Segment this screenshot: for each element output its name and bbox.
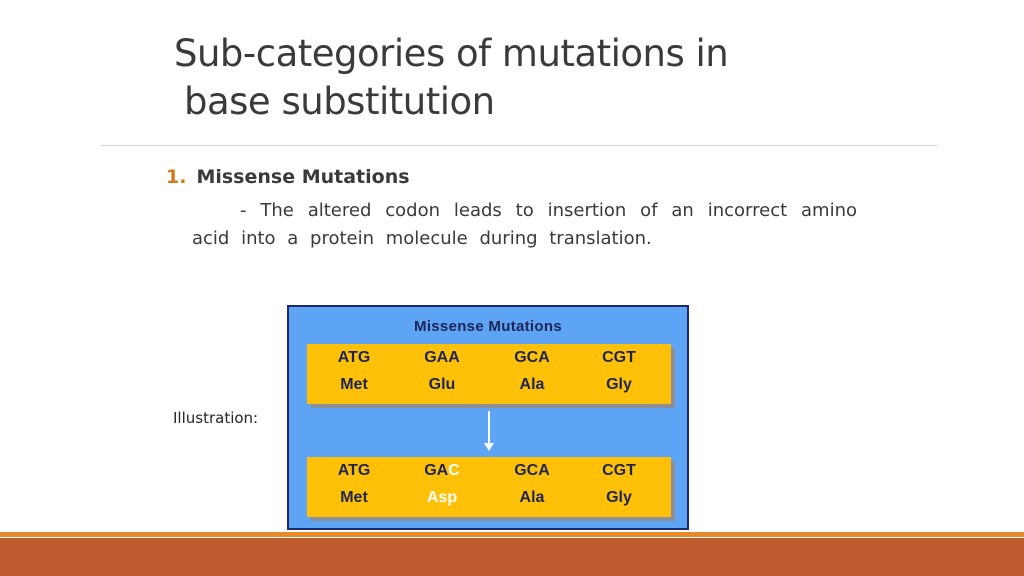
missense-figure — [287, 305, 689, 530]
original-amino-acid-row — [307, 376, 671, 400]
footer-band — [0, 538, 1024, 576]
figure-title: Missense Mutations — [414, 318, 562, 335]
slide-title-line2: base substitution — [184, 80, 495, 123]
codon-unchanged-bases: GA — [424, 462, 449, 479]
amino-acid: Ala — [519, 489, 545, 506]
section-heading — [166, 166, 410, 188]
slide-title-line1: Sub-categories of mutations in — [174, 32, 729, 75]
amino-acid: Met — [340, 376, 368, 393]
amino-acid: Ala — [519, 376, 545, 393]
illustration-label: Illustration: — [173, 409, 259, 427]
amino-acid: Gly — [606, 376, 632, 393]
original-sequence-box — [307, 344, 671, 404]
down-arrow-icon — [488, 411, 490, 445]
codon: GCA — [514, 349, 550, 366]
amino-acid: Met — [340, 489, 368, 506]
mutated-codon-row — [307, 462, 671, 486]
codon: CGT — [602, 462, 636, 479]
codon: GCA — [514, 462, 550, 479]
title-divider — [100, 145, 938, 146]
changed-base: C — [448, 462, 460, 479]
slide-title — [174, 30, 874, 126]
codon: CGT — [602, 349, 636, 366]
codon: ATG — [337, 349, 371, 366]
amino-acid: Gly — [606, 489, 632, 506]
original-codon-row — [307, 349, 671, 373]
arrow-head-icon — [484, 443, 494, 451]
codon: GAA — [424, 349, 460, 366]
codon: ATG — [337, 462, 371, 479]
amino-acid: Glu — [428, 376, 456, 393]
section-heading-text: Missense Mutations — [196, 166, 410, 188]
section-description: - The altered codon leads to insertion of an incorrect amino acid into a protein molecule during translation. — [192, 200, 857, 249]
mutated-sequence-box — [307, 457, 671, 517]
changed-amino-acid: Asp — [426, 489, 458, 506]
footer-stripe — [0, 532, 1024, 537]
mutated-amino-acid-row — [307, 489, 671, 513]
mutated-codon — [407, 462, 477, 480]
section-number: 1. — [166, 166, 187, 188]
